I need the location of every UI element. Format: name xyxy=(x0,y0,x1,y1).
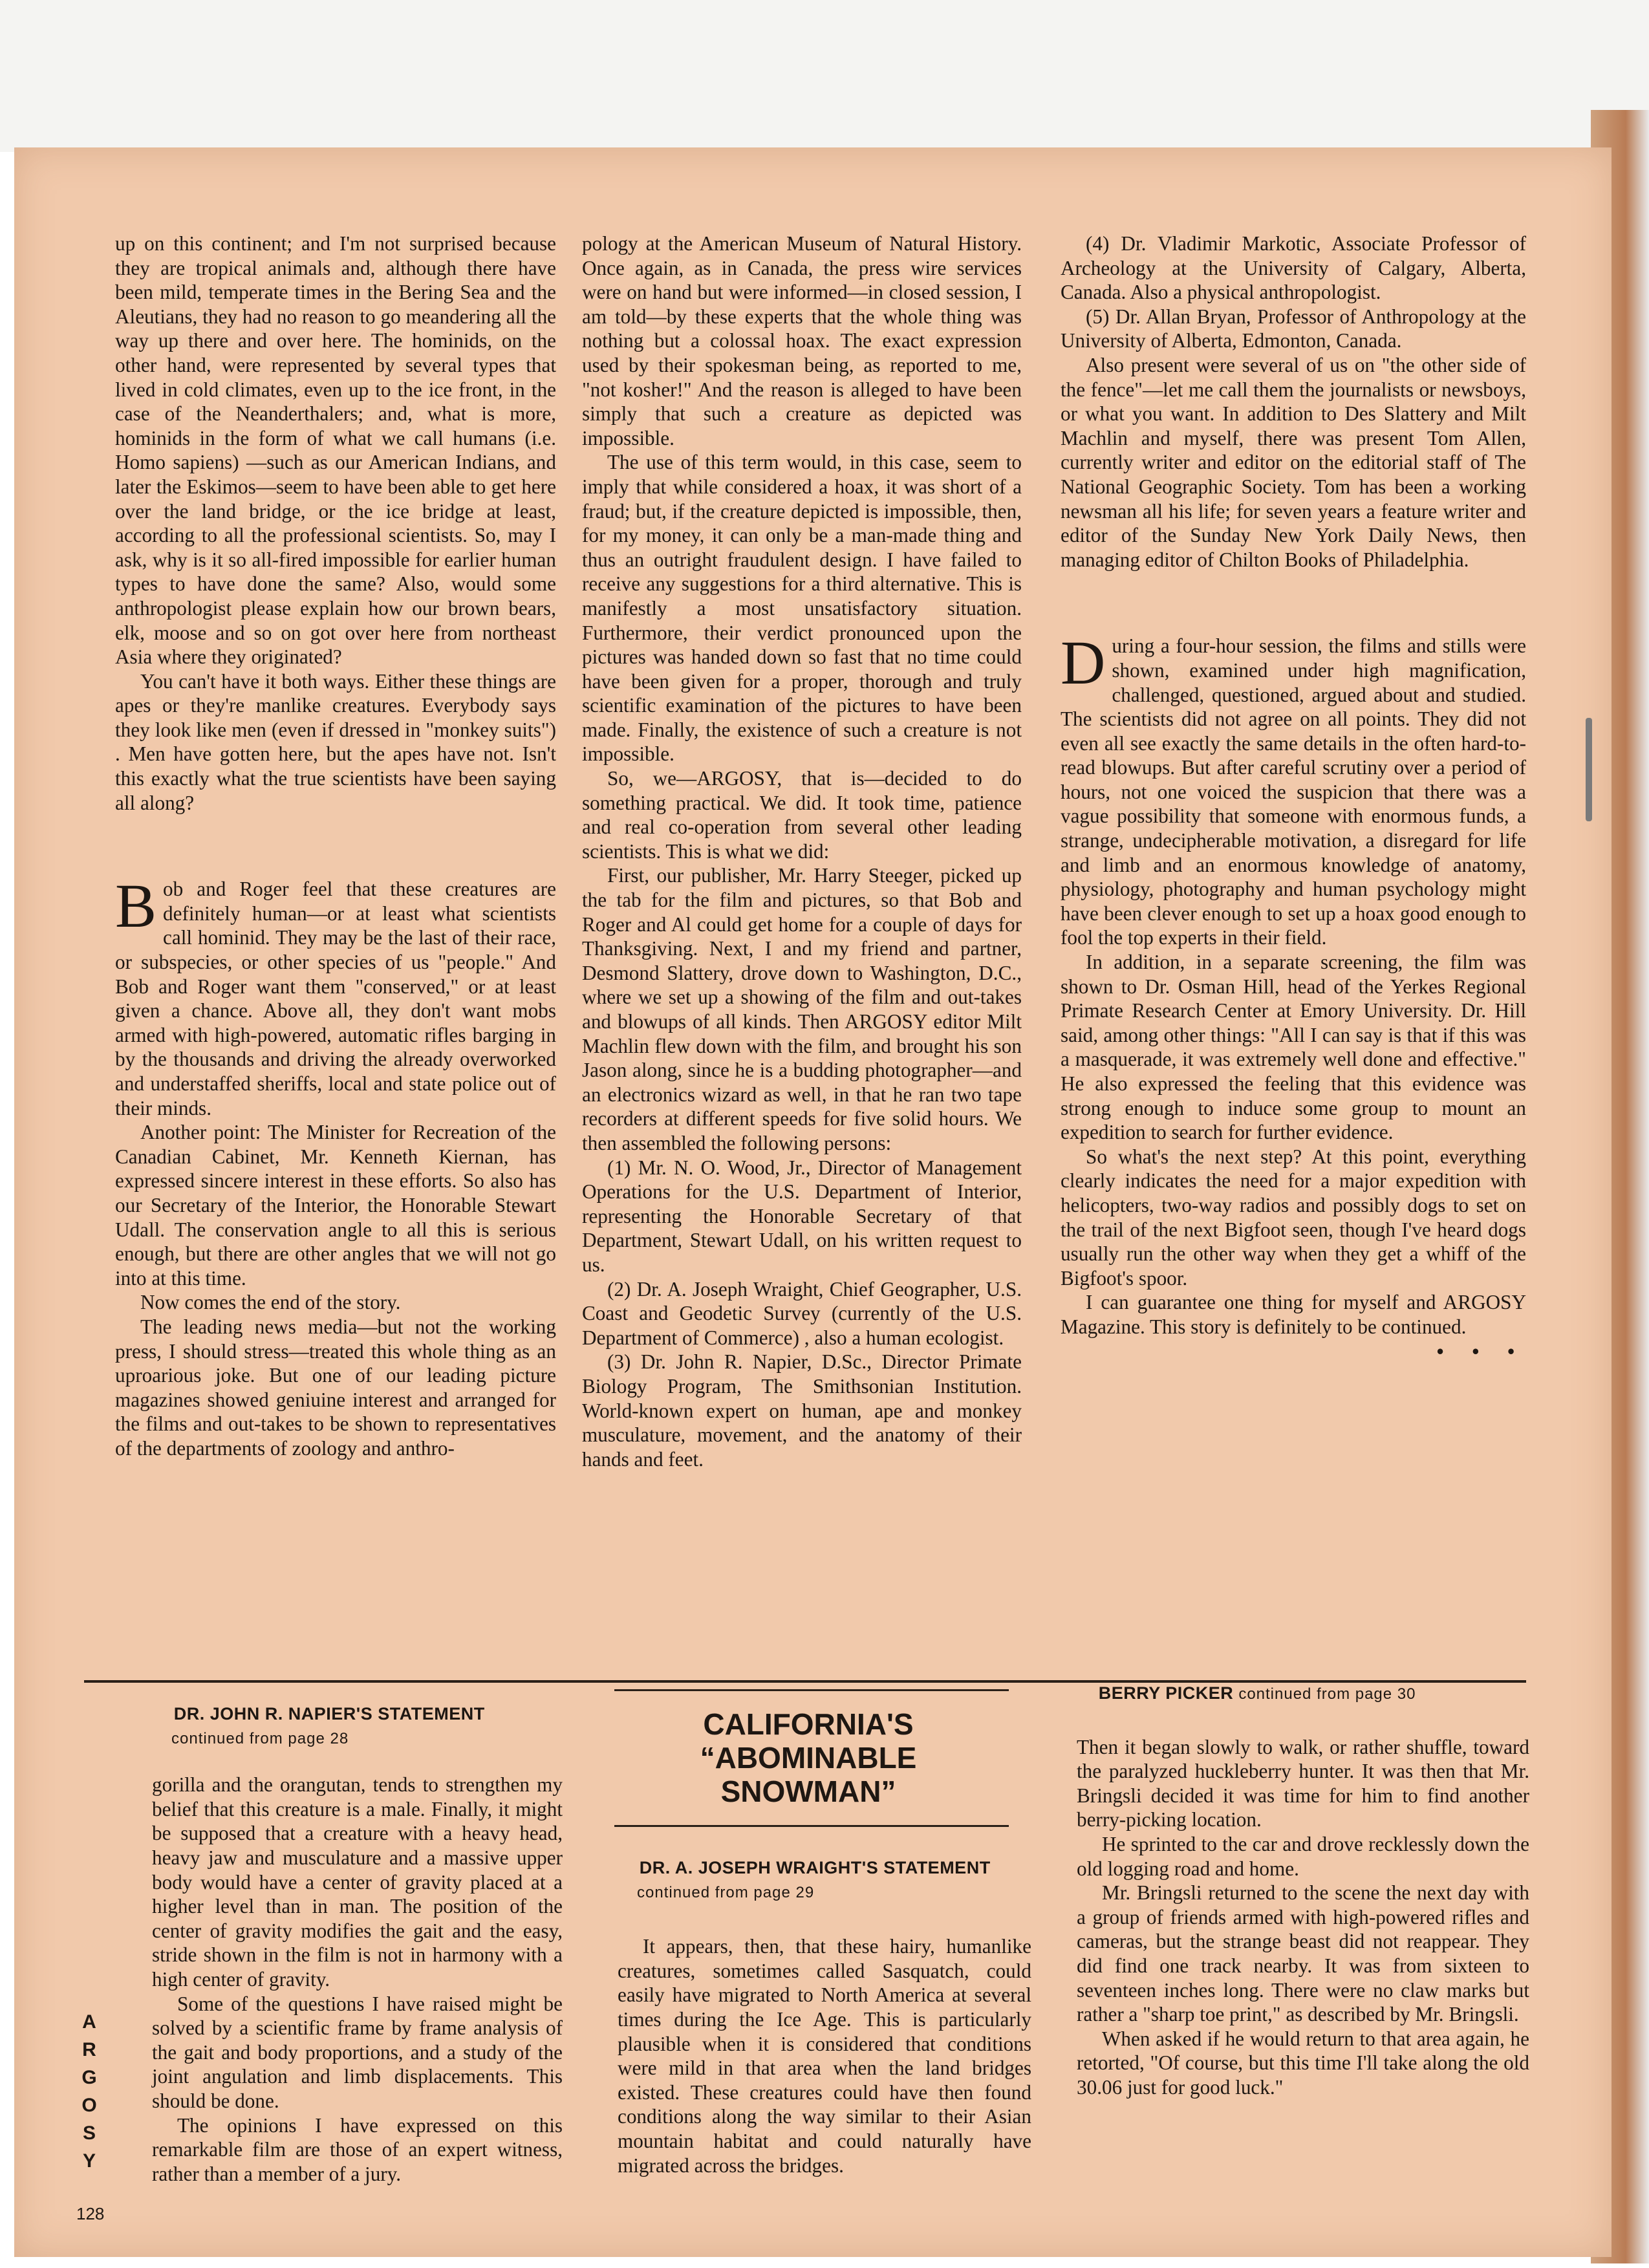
title-rule-top xyxy=(614,1689,1009,1691)
article-paragraph: So, we—ARGOSY, that is—decided to do something practical. We did. It took time, patience and real co-operation from several other leading scientists. This is what we did: xyxy=(582,767,1022,863)
article-paragraph: (2) Dr. A. Joseph Wraight, Chief Geographer, U.S. Coast and Geodetic Survey (currently of the U.S. Department of Commerce) , also a human ecologist. xyxy=(582,1277,1022,1349)
article-paragraph: First, our publisher, Mr. Harry Steeger, picked up the tab for the film and pictures, so that Bob and Roger and Al could get home for a couple of days for Thanksgiving. Next, I and my friend and partner, Desmond Slattery, drove down to Washington, D.C., where we set up a showing of the film and out-takes and blowups of all kinds. Then ARGOSY editor Milt Machlin flew down with the film, and brought his son Jason along, since he is a budding photographer—and an electronics wizard as well, in that he ran two tape recorders at different speeds for five solid hours. We then assembled the following persons: xyxy=(582,864,1022,1154)
end-mark: • • • xyxy=(1436,1339,1526,1363)
article-paragraph: Also present were several of us on "the other side of the fence"—let me call them the journalists or newsboys, or what you want. In addition to Des Slattery and Milt Machlin and myself, there was present Tom Allen, currently writer and editor on the editorial staff of The National Geographic Society. Tom has been a working newsman all his life; for seven years a feature writer and editor of the Sunday New York Daily News, then managing editor of Chilton Books of Philadelphia. xyxy=(1061,353,1526,571)
article-paragraph: Then it began slowly to walk, or rather shuffle, toward the paralyzed huckleberry hunter. It was then that Mr. Bringsli decided it was time for him to find another berry-picking location. xyxy=(1077,1735,1529,1831)
article-paragraph: So what's the next step? At this point, everything clearly indicates the need for a major expedition with helicopters, two-way radios and possibly dogs to set on the trail of the next Bigfoot seen, though I've heard dogs usually run the other way when they get a whiff of the Bigfoot's spoor. xyxy=(1061,1145,1526,1290)
article-paragraph: (4) Dr. Vladimir Markotic, Associate Professor of Archeology at the University of Calgary, Alberta, Canada. Also a physical anthropologist. xyxy=(1061,232,1526,304)
article-paragraph: During a four-hour session, the films and stills were shown, examined under high magnification, challenged, questioned, argued about and studied. The scientists did not agree on all points. They did not even all see exactly the same details in the often hard-to-read blowups. But after careful scrutiny over a period of hours, not one voiced the suspicion that there was a vague possibility that someone with enormous funds, a strange, undecipherable motivation, a disregard for life and limb and an enormous knowledge of anatomy, physiology, photography and human psychology might have been clever enough to set up a hoax good enough to fool the top experts in their field. xyxy=(1061,628,1526,949)
page-number: 128 xyxy=(76,2204,105,2223)
article-paragraph: pology at the American Museum of Natural History. Once again, as in Canada, the press wire services were on hand but were informed—in closed session, I am told—by these experts that the whole thing was nothing but a colossal hoax. The exact expression used by their spokesman being, as reported to me, "not kosher!" And the reason is alleged to have been simply that such a creature as depicted was impossible. xyxy=(582,232,1022,449)
article-paragraph: (5) Dr. Allan Bryan, Professor of Anthropology at the University of Alberta, Edmonton, Canada. xyxy=(1061,305,1526,352)
article-paragraph: Mr. Bringsli returned to the scene the next day with a group of friends armed with high-powered rifles and cameras, but the strange beast did not reappear. They did find one track nearby. It was from sixteen to seventeen inches long. There were no claw marks but rather a "sharp toe print," as described by Mr. Bringsli. xyxy=(1077,1881,1529,2026)
article-paragraph: gorilla and the orangutan, tends to strengthen my belief that this creature is a male. Finally, it might be supposed that a creature with a heavy head, heavy jaw and musculature and a massive upper body would have a center of gravity placed at a higher level than in man. The position of the center of gravity modifies the gait and the easy, stride shown in the film is not in harmony with a high center of gravity. xyxy=(152,1773,563,1991)
article-column-3 xyxy=(1061,232,1526,1363)
magazine-vertical-label: A R G O S Y xyxy=(81,2011,97,2172)
article-paragraph: (1) Mr. N. O. Wood, Jr., Director of Management Operations for the U.S. Department of Interior, representing the Honorable Secretary of that Department, Stewart Udall, on his written request to us. xyxy=(582,1156,1022,1276)
section-heading: DR. JOHN R. NAPIER'S STATEMENT xyxy=(173,1704,485,1723)
binding-staple xyxy=(1586,718,1592,821)
article-paragraph: (3) Dr. John R. Napier, D.Sc., Director Primate Biology Program, The Smithsonian Institution. World-known expert on human, ape and monkey musculature, movement, and the anatomy of their hands and feet. xyxy=(582,1350,1022,1471)
continued-line: continued from page 29 xyxy=(637,1883,815,1901)
article-column-2 xyxy=(582,232,1022,1471)
article-paragraph: Now comes the end of the story. xyxy=(140,1291,401,1314)
napier-statement xyxy=(152,1702,563,2186)
section-title: CALIFORNIA'S “ABOMINABLE SNOWMAN” xyxy=(700,1707,917,1808)
scanner-background xyxy=(0,0,1649,152)
article-paragraph: Another point: The Minister for Recreation of the Canadian Cabinet, Mr. Kenneth Kiernan, has expressed sincere interest in these efforts. So also has our Secretary of the Interior, the Honorable Stewart Udall. The conservation angle to all this is serious enough, but there are other angles that we will not go into at this time. xyxy=(115,1121,556,1290)
article-paragraph: up on this continent; and I'm not surprised because they are tropical animals and, although there have been mild, temperate times in the Bering Sea and the Aleutians, they had no reason to go meandering all the way up there and over here. The hominids, on the other hand, were represented by several types that lived in cold climates, even up to the ice front, in the case of the Neanderthalers; and, what is more, hominids in the form of what we call humans (i.e. Homo sapiens) —such as our American Indians, and later the Eskimos—seem to have been able to get here over the land bridge, or the ice bridge at least, according to all the professional scientists. So, may I ask, why is it so all-fired impossible for earlier human types to have done the same? Also, would some anthropologist please explain how our brown bears, elk, moose and so on got over here from northeast Asia where they originated? xyxy=(115,232,556,669)
article-paragraph: I can guarantee one thing for myself and ARGOSY Magazine. This story is definitely to be continued. • • • xyxy=(1061,1291,1526,1363)
continued-line: continued from page 28 xyxy=(171,1729,349,1747)
article-paragraph: You can't have it both ways. Either these things are apes or they're manlike creatures. Everybody says they look like men (even if dressed in "monkey suits") . Men have gotten here, but the apes have not. Isn't this exactly what the true scientists have been saying all along? xyxy=(115,669,556,814)
berry-picker-statement xyxy=(1077,1681,1529,2100)
title-rule-bottom xyxy=(614,1825,1009,1827)
section-heading: BERRY PICKER continued from page 30 xyxy=(1098,1683,1416,1703)
continued-line: continued from page 30 xyxy=(1238,1685,1416,1703)
article-paragraph: It appears, then, that these hairy, humanlike creatures, sometimes called Sasquatch, could easily have migrated to North America at several times during the Ice Age. This is particularly plausible when it is considered that conditions were mild in that area when the land bridges existed. These creatures could have then found conditions along the way similar to their Asian mountain habitat and could naturally have migrated across the bridges. xyxy=(618,1935,1031,2177)
article-paragraph: The leading news media—but not the working press, I should stress—treated this whole thing as an uproarious joke. But one of our leading picture magazines showed geniuine interest and arranged for the films and out-takes to be shown to representatives of the departments of zoology and anthro- xyxy=(115,1315,556,1460)
article-paragraph: The opinions I have expressed on this remarkable film are those of an expert witness, rather than a member of a jury. xyxy=(152,2113,563,2185)
article-paragraph: Some of the questions I have raised might be solved by a scientific frame by frame analysis of the gait and body proportions, and a study of the joint angulation and limb displacements. This should be done. xyxy=(152,1992,563,2112)
article-column-1 xyxy=(115,232,556,1461)
section-heading: DR. A. JOSEPH WRAIGHT'S STATEMENT xyxy=(639,1858,991,1877)
wraight-statement xyxy=(618,1856,1031,2177)
drop-cap: D xyxy=(1061,628,1106,698)
drop-cap: B xyxy=(115,871,157,941)
article-paragraph: The use of this term would, in this case, seem to imply that while considered a hoax, it was short of a fraud; but, if the creature depicted is impossible, then, for my money, it can only be a man-made thing and thus an outright fraudulent design. I have failed to receive any suggestions for a third alternative. This is manifestly a most unsatisfactory situation. Furthermore, their verdict pronounced upon the pictures was handed down so fast that no time could have been given for a proper, thorough and truly scientific examination of the pictures to have been made. Finally, the existence of such a creature is not impossible. xyxy=(582,451,1022,766)
article-paragraph: When asked if he would return to that area again, he retorted, "Of course, but this time I'll take along the old 30.06 just for good luck." xyxy=(1077,2027,1529,2099)
article-paragraph: He sprinted to the car and drove recklessly down the old logging road and home. xyxy=(1077,1832,1529,1880)
article-paragraph: Bob and Roger feel that these creatures are definitely human—or at least what scientists call hominid. They may be the last of their race, or subspecies, or other species of us "people." And Bob and Roger want them "conserved," or at least given a chance. Above all, they don't want mobs armed with high-powered, automatic rifles barging in by the thousands and driving the already overworked and understaffed sheriffs, local and state police out of their minds. xyxy=(115,871,556,1119)
article-paragraph: In addition, in a separate screening, the film was shown to Dr. Osman Hill, head of the Yerkes Regional Primate Research Center at Emory University. Dr. Hill said, among other things: "All I can say is that if this was a masquerade, it was extremely well done and effective." He also expressed the feeling that this evidence was strong enough to induce some group to mount an expedition to search for further evidence. xyxy=(1061,951,1526,1144)
